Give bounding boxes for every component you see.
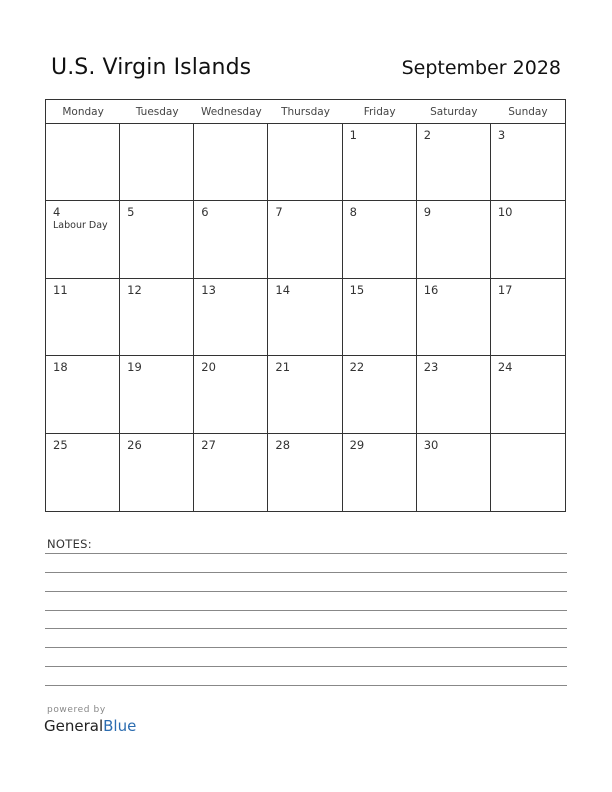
day-number: 6	[201, 205, 209, 220]
calendar-day-cell	[46, 434, 120, 511]
calendar-day-cell	[46, 201, 120, 278]
dow-friday: Friday	[363, 106, 396, 118]
calendar-day-cell	[491, 356, 565, 433]
note-line	[45, 572, 567, 573]
day-number: 16	[423, 282, 439, 297]
calendar-day-cell	[120, 124, 194, 201]
calendar-day-cell	[417, 201, 491, 278]
note-line	[45, 666, 567, 667]
calendar-day-cell	[491, 201, 565, 278]
day-number: 15	[349, 282, 365, 297]
day-number: 28	[275, 437, 291, 452]
note-line	[45, 647, 567, 648]
day-number: 30	[423, 437, 439, 452]
note-line	[45, 685, 567, 686]
day-number: 1	[349, 128, 357, 142]
calendar-day-cell	[417, 279, 491, 356]
day-number: 8	[349, 205, 357, 220]
note-line	[45, 553, 567, 554]
logo-blue-text: Blue	[103, 717, 137, 735]
calendar-day-cell	[268, 434, 342, 511]
calendar-day-cell	[120, 356, 194, 433]
calendar-day-cell	[343, 124, 417, 201]
calendar-day-cell	[491, 124, 565, 201]
day-number: 14	[275, 282, 291, 297]
calendar-weeks	[46, 124, 565, 511]
day-number: 26	[127, 437, 142, 452]
dow-saturday: Saturday	[430, 106, 478, 118]
calendar-day-cell	[120, 279, 194, 356]
calendar-day-cell	[46, 124, 120, 201]
day-number: 11	[53, 282, 68, 297]
day-of-week-header	[46, 100, 565, 124]
day-number: 24	[497, 360, 513, 375]
calendar-day-cell	[46, 279, 120, 356]
calendar-day-cell	[194, 434, 268, 511]
day-number: 27	[201, 437, 216, 452]
day-number: 21	[275, 360, 291, 375]
calendar-day-cell	[194, 279, 268, 356]
day-number: 4	[53, 205, 61, 220]
calendar-month-title: September 2028	[401, 57, 561, 79]
day-number: 20	[201, 360, 216, 375]
calendar-day-cell	[417, 124, 491, 201]
day-number: 17	[497, 282, 513, 297]
calendar-day-cell	[268, 201, 342, 278]
calendar-day-cell	[46, 356, 120, 433]
generalblue-logo[interactable]	[44, 717, 136, 735]
calendar-day-cell	[194, 124, 268, 201]
calendar-day-cell	[417, 356, 491, 433]
day-number: 22	[349, 360, 365, 375]
day-number: 23	[423, 360, 439, 375]
calendar-day-cell	[268, 356, 342, 433]
note-line	[45, 628, 567, 629]
day-number: 7	[275, 205, 283, 220]
calendar-day-cell	[491, 434, 565, 511]
calendar-day-cell	[194, 356, 268, 433]
dow-sunday: Sunday	[508, 106, 548, 118]
day-number: 2	[423, 128, 432, 142]
calendar-day-cell	[343, 434, 417, 511]
dow-wednesday: Wednesday	[200, 106, 262, 118]
calendar-day-cell	[343, 356, 417, 433]
calendar-day-cell	[194, 201, 268, 278]
day-number: 5	[127, 205, 135, 220]
logo-general-text: General	[44, 717, 104, 735]
dow-monday: Monday	[62, 106, 104, 118]
calendar-day-cell	[120, 434, 194, 511]
powered-by-text: powered by	[47, 705, 106, 715]
calendar-day-cell	[417, 434, 491, 511]
notes-label: NOTES:	[47, 537, 92, 551]
dow-tuesday: Tuesday	[135, 106, 179, 118]
note-line	[45, 610, 567, 611]
day-number: 10	[497, 205, 513, 220]
calendar-grid	[45, 99, 566, 512]
calendar-day-cell	[268, 124, 342, 201]
calendar-day-cell	[120, 201, 194, 278]
calendar-country-title: U.S. Virgin Islands	[51, 55, 252, 80]
day-number: 13	[201, 282, 216, 297]
holiday-label: Labour Day	[53, 220, 108, 232]
calendar-day-cell	[268, 279, 342, 356]
calendar-day-cell	[491, 279, 565, 356]
day-number: 18	[53, 360, 68, 375]
calendar-day-cell	[343, 201, 417, 278]
note-line	[45, 591, 567, 592]
calendar-day-cell	[343, 279, 417, 356]
dow-thursday: Thursday	[281, 106, 330, 118]
day-number: 12	[127, 282, 142, 297]
day-number: 3	[497, 128, 506, 142]
day-number: 9	[423, 205, 432, 220]
day-number: 19	[127, 360, 142, 375]
day-number: 29	[349, 437, 365, 452]
day-number: 25	[53, 437, 68, 452]
